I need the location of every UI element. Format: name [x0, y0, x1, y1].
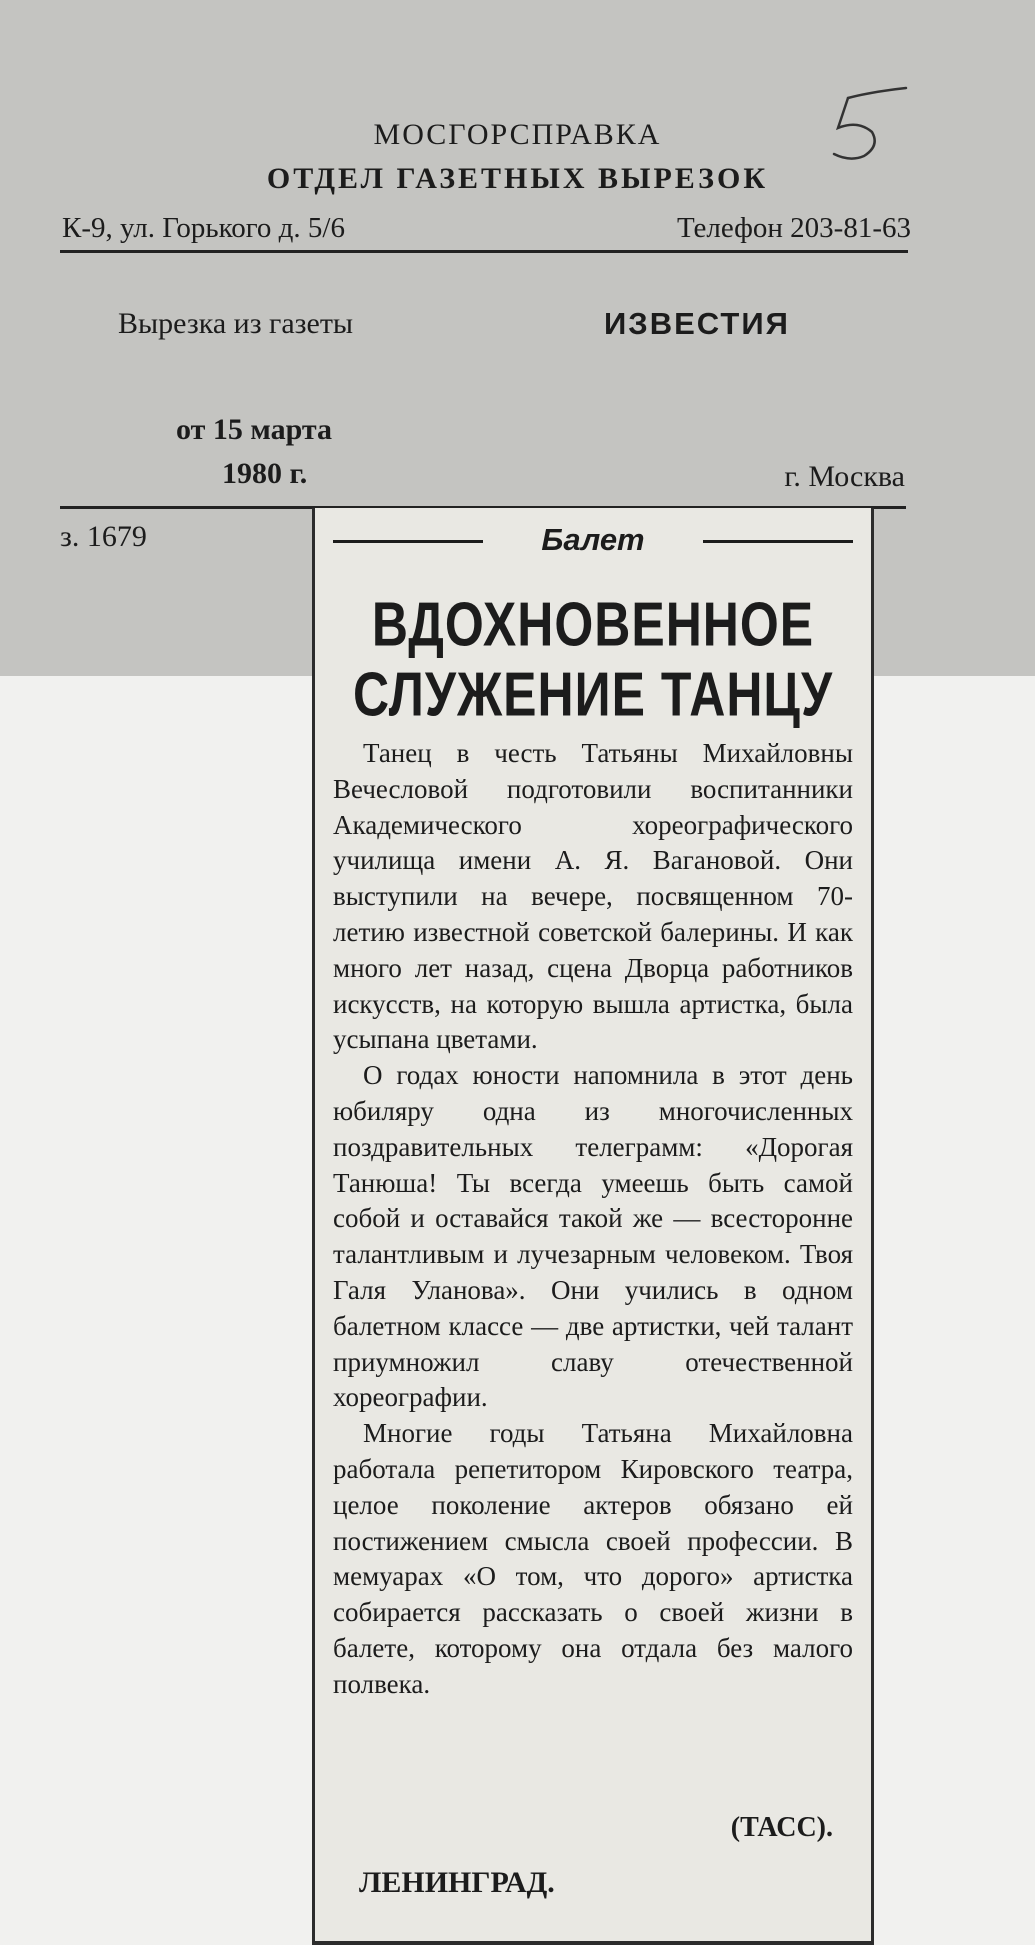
headline-line-1: ВДОХНОВЕННОЕ: [371, 589, 815, 660]
org-name: МОСГОРСПРАВКА: [373, 118, 662, 151]
address: К-9, ул. Горького д. 5/6: [62, 212, 345, 244]
header-divider: [60, 250, 908, 253]
article-paragraph-3: Многие годы Татьяна Михайловна работала репетитором Кировского театра, целое поколение актеров обязано ей постижением смысла своей профессии. В мемуарах «О том, что дорого» артистка собирается рассказать о своей жизни в балете, которому она отдала без малого полвека.: [333, 1418, 853, 1699]
clipping-bottom-edge: [315, 1941, 871, 1945]
article-body: [333, 736, 853, 1703]
rubric-row: [333, 522, 853, 562]
issue-date-year: 1980 г.: [222, 457, 308, 490]
rubric: Балет: [541, 522, 645, 557]
newspaper-name: ИЗВЕСТИЯ: [604, 306, 790, 341]
issue-date-day: от 15 марта: [176, 413, 332, 446]
department-name: ОТДЕЛ ГАЗЕТНЫХ ВЫРЕЗОК: [266, 162, 769, 195]
agency-credit: (ТАСС).: [730, 1812, 833, 1843]
order-number: з. 1679: [60, 520, 147, 553]
phone-number: Телефон 203-81-63: [676, 212, 911, 244]
rubric-rule-right: [703, 540, 853, 543]
article-paragraph-1: Танец в честь Татьяны Михайловны Вечесловой подготовили воспитанники Академического хореографического училища имени А. Я. Вагановой. Они выступили на вечере, посвященном 70-летию известной советской балерины. И как много лет назад, сцена Дворца работников искусств, на которую вышла артистка, была усыпана цветами.: [333, 738, 853, 1055]
city: г. Москва: [784, 460, 905, 493]
handwritten-number-mark: [810, 80, 920, 170]
source-label: Вырезка из газеты: [118, 307, 354, 340]
dateline: ЛЕНИНГРАД.: [359, 1866, 555, 1899]
headline-line-2: СЛУЖЕНИЕ ТАНЦУ: [352, 659, 834, 730]
article-paragraph-2: О годах юности напомнила в этот день юбиляру одна из многочисленных поздравительных телеграмм: «Дорогая Танюша! Ты всегда умеешь быть самой собой и оставайся такой же — всесторонне талантливым и лучезарным человеком. Твоя Галя Уланова». Они учились в одном балетном классе — две артистки, чей талант приумножил славу отечественной хореографии.: [333, 1060, 853, 1413]
newspaper-clipping: [312, 508, 874, 1945]
